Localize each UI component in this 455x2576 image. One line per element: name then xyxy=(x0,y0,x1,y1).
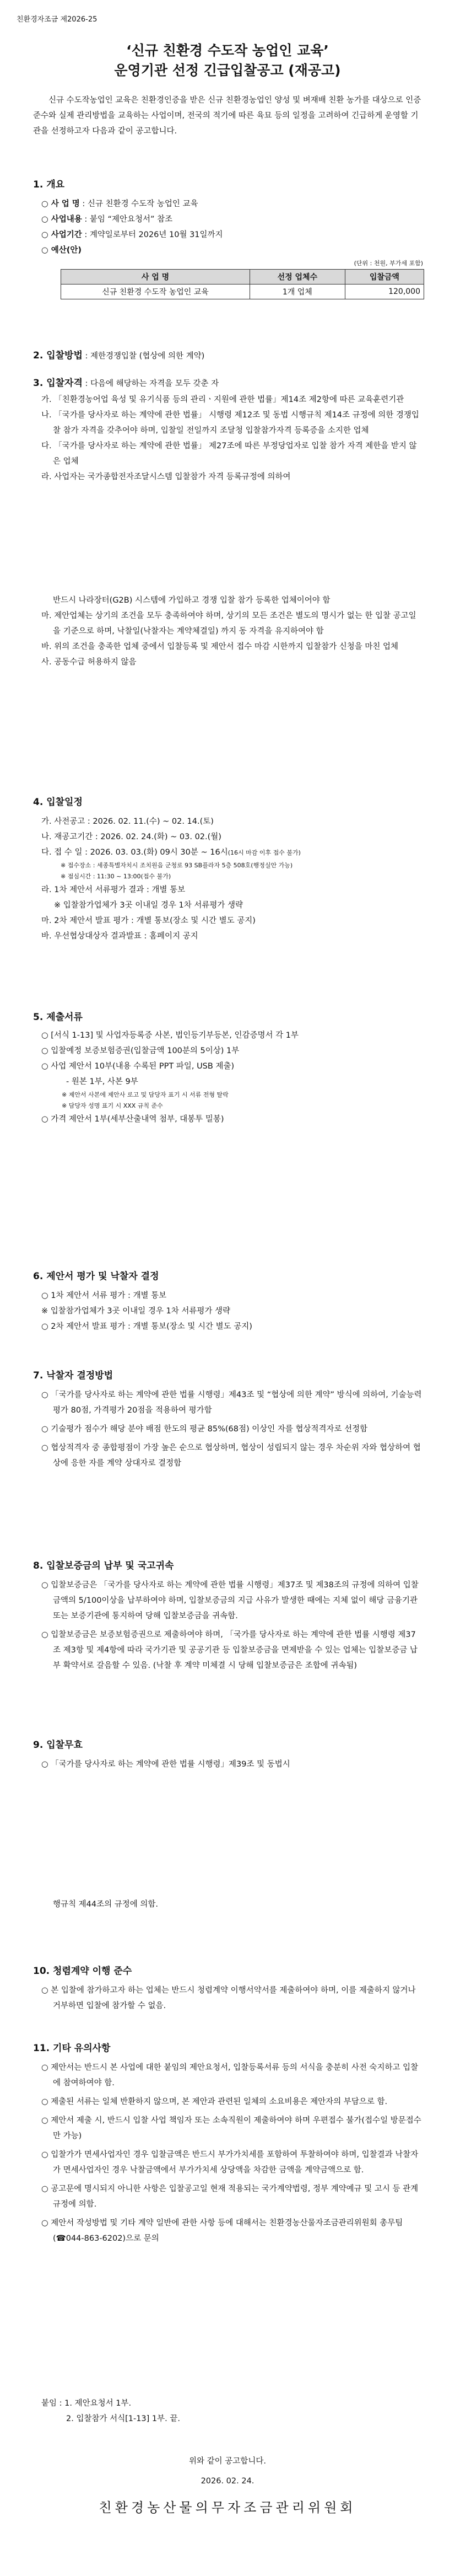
doc-number-block xyxy=(0,12,455,28)
notes-item: ○ 제안서 작성방법 및 기타 계약 일반에 관한 사항 등에 대해서는 친환경농산물자조금관리위원회 총무팀(☎044-863-6202)으로 문의 xyxy=(41,2219,403,2243)
section-overview xyxy=(0,176,455,299)
document-note: ※ 제안서 사본에 제안사 로고 및 담당자 표기 시 서류 전형 탈락 xyxy=(62,1091,229,1098)
document-subitem: - 원본 1부, 사본 9부 xyxy=(66,1077,138,1086)
section-head-schedule: 4. 입찰일정 xyxy=(33,797,83,808)
section-head-documents: 5. 제출서류 xyxy=(33,1012,83,1023)
section-qualification-cont xyxy=(0,593,455,670)
attachment-line xyxy=(0,2396,455,2411)
notes-item: ○ 제안서 제출 시, 반드시 입찰 사업 책임자 또는 소속직원이 제출하여야 하며 우편접수 불가(접수일 방문접수만 가능) xyxy=(41,2116,421,2140)
section-deposit xyxy=(0,1558,455,1673)
invalid-item-cont: 행규칙 제44조의 규정에 의함. xyxy=(53,1900,158,1909)
document-item: ○ 사업 제안서 10부(내용 수록된 PPT 파일, USB 제출) xyxy=(41,1062,235,1071)
section-documents xyxy=(0,1009,455,1127)
qualification-item: 바. 위의 조건을 충족한 업체 중에서 입찰등록 및 제안서 접수 마감 시한까지 입찰참가 신청을 마친 업체 xyxy=(41,642,399,651)
qualification-item: 가. 「친환경농어업 육성 및 유기식품 등의 관리ㆍ지원에 관한 법률」제14조 제2항에 따른 교육훈련기관 xyxy=(41,395,404,404)
section-invalid-cont xyxy=(0,1897,455,1912)
evaluation-item: ○ 2차 제안서 발표 평가 : 개별 통보(장소 및 시간 별도 공지) xyxy=(41,1322,252,1331)
intro-block xyxy=(0,93,455,139)
schedule-item: 나. 재공고기간 : 2026. 02. 24.(화) ~ 03. 02.(월) xyxy=(41,833,221,841)
document-item: ○ 가격 제안서 1부(세부산출내역 첨부, 대봉투 밀봉) xyxy=(41,1115,224,1124)
intro-text: 신규 수도작농업인 교육은 친환경인증을 받은 신규 친환경농업인 양성 및 벼재배 친환 농가를 대상으로 인증 준수와 실제 관리방법을 교육하는 사업이며, 전국의 적기에 따른 육묘 등의 일정을 고려하여 긴급하게 운영할 기관을 선정하고자 다음과 같이 공고합니다. xyxy=(33,96,421,136)
schedule-item: 라. 1차 제안서 서류평가 결과 : 개별 통보 xyxy=(41,886,186,894)
award-item: ○ 「국가를 당사자로 하는 계약에 관한 법률 시행령」제43조 및 “협상에 의한 계약” 방식에 의하여, 기술능력평가 80점, 가격평가 20점을 적용하여 평가함 xyxy=(41,1391,422,1415)
award-item: ○ 협상적격자 중 종합평점이 가장 높은 순으로 협상하며, 협상이 성립되지 않는 경우 차순위 자와 협상하여 협상에 응한 자를 계약 상대자로 결정함 xyxy=(41,1443,421,1468)
schedule-note: ※ 입찰참가업체가 3곳 이내일 경우 1차 서류평가 생략 xyxy=(54,901,243,910)
attachment-item: 1. 제안요청서 1부. xyxy=(64,2399,132,2408)
budget-cell-name: 신규 친환경 수도작 농업인 교육 xyxy=(61,285,250,299)
qualification-item: 다. 「국가를 당사자로 하는 계약에 관한 법률」 제27조에 따른 부정당업자로 입찰 참가 자격 제한을 받지 않은 업체 xyxy=(41,442,417,466)
schedule-item: 바. 우선협상대상자 결과발표 : 홈페이지 공지 xyxy=(41,932,198,941)
title-block xyxy=(0,41,455,80)
deposit-item: ○ 입찰보증금은 보증보험증권으로 제출하여야 하며, 「국가를 당사자로 하는 계약에 관한 법률 시행령 제37조 제3항 및 제4항에 따라 국가기관 및 공공기관 등 입찰보증금을 면제받을 수 있는 업체는 입찰보증금 납부 확약서로 갈음할 수 있음. (낙찰 후 계약 미체결 시 당해 입찰보증금은 조합에 귀속됨) xyxy=(41,1630,418,1670)
budget-header-amount: 입찰금액 xyxy=(345,270,424,285)
budget-header-name: 사 업 명 xyxy=(61,270,250,285)
attachment-label: 붙임 : xyxy=(41,2399,62,2408)
schedule-note: ※ 접수장소 : 세종특별자치시 조치원읍 군청로 93 SB플라자 5층 508호(행정실안 가능) xyxy=(61,862,293,869)
document-item: ○ [서식 1-13] 및 사업자등록증 사본, 법인등기부등본, 인감증명서 각 1부 xyxy=(41,1031,299,1040)
invalid-item: ○ 「국가를 당사자로 하는 계약에 관한 법률 시행령」제39조 및 동법시 xyxy=(41,1760,290,1769)
evaluation-note: ※ 입찰참가업체가 3곳 이내일 경우 1차 서류평가 생략 xyxy=(41,1307,231,1316)
attachments-block xyxy=(0,2396,455,2427)
section-head-qualification: 3. 입찰자격 : 다음에 해당하는 자격을 모두 갖춘 자 xyxy=(33,378,219,389)
integrity-item: ○ 본 입찰에 참가하고자 하는 업체는 반드시 청렴계약 이행서약서를 제출하여야 하며, 이를 제출하지 않거나 거부하면 입찰에 참가할 수 없음. xyxy=(41,1986,416,2010)
notice-date: 2026. 02. 24. xyxy=(201,2477,254,2486)
evaluation-item: ○ 1차 제안서 서류 평가 : 개별 통보 xyxy=(41,1291,167,1300)
document-item: ○ 입찰예정 보증보험증권(입찰금액 100분의 5이상) 1부 xyxy=(41,1046,240,1055)
overview-item: ○ 사 업 명 : 신규 친환경 수도작 농업인 교육 xyxy=(41,200,198,208)
schedule-item: 마. 2차 제안서 발표 평가 : 개별 통보(장소 및 시간 별도 공지) xyxy=(41,916,256,925)
budget-cell-amount: 120,000 xyxy=(345,285,424,299)
budget-cell-count: 1개 업체 xyxy=(250,285,345,299)
organization-name: 친환경농산물의무자조금관리위원회 xyxy=(99,2500,356,2515)
section-head-award: 7. 낙찰자 결정방법 xyxy=(33,1370,113,1381)
overview-item: ○ 사업기간 : 계약일로부터 2026년 10월 31일까지 xyxy=(41,230,223,239)
section-evaluation xyxy=(0,1268,455,1334)
overview-item: ○ 사업내용 : 붙임 “제안요청서” 참조 xyxy=(41,215,173,224)
section-qualification xyxy=(0,375,455,485)
qualification-item: 나. 「국가를 당사자로 하는 계약에 관한 법률」 시행령 제12조 및 동법 시행규칙 제14조 규정에 의한 경쟁입찰 참가 자격을 갖추어야 하며, 입찰일 전일까지 조달청 입찰참가자격 등록증을 소지한 업체 xyxy=(41,411,419,435)
section-invalid xyxy=(0,1737,455,1772)
notes-item: ○ 제안서는 반드시 본 사업에 대한 붙임의 제안요청서, 입찰등록서류 등의 서식을 충분히 사전 숙지하고 입찰에 참여하여야 함. xyxy=(41,2063,419,2087)
deposit-item: ○ 입찰보증금은 「국가를 당사자로 하는 계약에 관한 법률 시행령」제37조 및 제38조의 규정에 의하여 입찰금액의 5/100이상을 납부하여야 하며, 입찰보증금의 지급 사유가 발생한 때에는 지체 없이 해당 금융기관 또는 보증기관에 통지하여 당해 입찰보증금을 귀속함. xyxy=(41,1581,419,1620)
closing-block xyxy=(0,2454,455,2529)
page-title-line2: 운영기관 선정 긴급입찰공고 (재공고) xyxy=(114,62,341,78)
section-award xyxy=(0,1367,455,1471)
section-head-notes: 11. 기타 유의사항 xyxy=(33,2043,111,2054)
section-head-integrity: 10. 청렴계약 이행 준수 xyxy=(33,1966,132,1977)
budget-header-count: 선정 업체수 xyxy=(250,270,345,285)
document-note: ※ 담당자 성명 표기 시 XXX 규칙 준수 xyxy=(62,1102,163,1109)
schedule-item: 다. 접 수 일 : 2026. 03. 03.(화) 09시 30분 ~ 16시(16시 마감 이후 접수 불가) xyxy=(41,848,301,857)
award-item: ○ 기술평가 점수가 해당 분야 배점 한도의 평균 85%(68점) 이상인 자를 협상적격자로 선정함 xyxy=(41,1425,368,1434)
schedule-note: ※ 점심시간 : 11:30 ~ 13:00(접수 불가) xyxy=(61,873,171,880)
notes-item: ○ 입찰가가 면세사업자인 경우 입찰금액은 반드시 부가가치세를 포함하여 투찰하여야 하며, 입찰결과 낙찰자가 면세사업자인 경우 낙찰금액에서 부가가치세 상당액을 차감한 금액을 계약금액으로 함. xyxy=(41,2150,419,2175)
attachment-item: 2. 입찰참가 서식[1-13] 1부. 끝. xyxy=(66,2414,180,2423)
section-head-deposit: 8. 입찰보증금의 납부 및 국고귀속 xyxy=(33,1560,174,1571)
budget-table xyxy=(61,269,424,299)
notes-item: ○ 공고문에 명시되지 아니한 사항은 입찰공고일 현재 적용되는 국가계약법령, 정부 계약예규 및 고시 등 관계 규정에 의함. xyxy=(41,2185,419,2209)
section-bid-method xyxy=(0,347,455,364)
budget-unit-note: (단위 : 천원, 부가세 포함) xyxy=(354,260,423,267)
qualification-item: 라. 사업자는 국가종합전자조달시스템 입찰참가 자격 등록규정에 의하여 xyxy=(41,473,291,481)
section-head-overview: 1. 개요 xyxy=(33,179,65,190)
qualification-item-cont: 반드시 나라장터(G2B) 시스템에 가입하고 경쟁 입찰 참가 등록한 업체이어야 함 xyxy=(53,596,331,605)
notes-item: ○ 제출된 서류는 일체 반환하지 않으며, 본 제안과 관련된 일체의 소요비용은 제안자의 부담으로 함. xyxy=(41,2097,388,2106)
section-head-evaluation: 6. 제안서 평가 및 낙찰자 결정 xyxy=(33,1271,159,1282)
overview-item: ○ 예산(안) xyxy=(41,246,82,255)
section-schedule xyxy=(0,794,455,944)
closing-text: 위와 같이 공고합니다. xyxy=(189,2457,266,2466)
doc-number: 친환경자조금 제2026-25 xyxy=(17,15,98,24)
section-notes xyxy=(0,2040,455,2246)
section-head-bid-method: 2. 입찰방법 : 제한경쟁입찰 (협상에 의한 계약) xyxy=(33,350,205,361)
page-title-line1: ‘신규 친환경 수도작 농업인 교육’ xyxy=(126,42,329,58)
section-head-invalid: 9. 입찰무효 xyxy=(33,1740,83,1751)
section-integrity xyxy=(0,1963,455,2014)
qualification-item: 마. 제안업체는 상기의 조건을 모두 충족하여야 하며, 상기의 모든 조건은 별도의 명시가 없는 한 입찰 공고일을 기준으로 하며, 낙찰일(낙찰자는 계약체결일) 까지 동 자격을 유지하여야 함 xyxy=(41,611,416,636)
qualification-item: 사. 공동수급 허용하지 않음 xyxy=(41,658,137,667)
schedule-item: 가. 사전공고 : 2026. 02. 11.(수) ~ 02. 14.(토) xyxy=(41,817,214,826)
